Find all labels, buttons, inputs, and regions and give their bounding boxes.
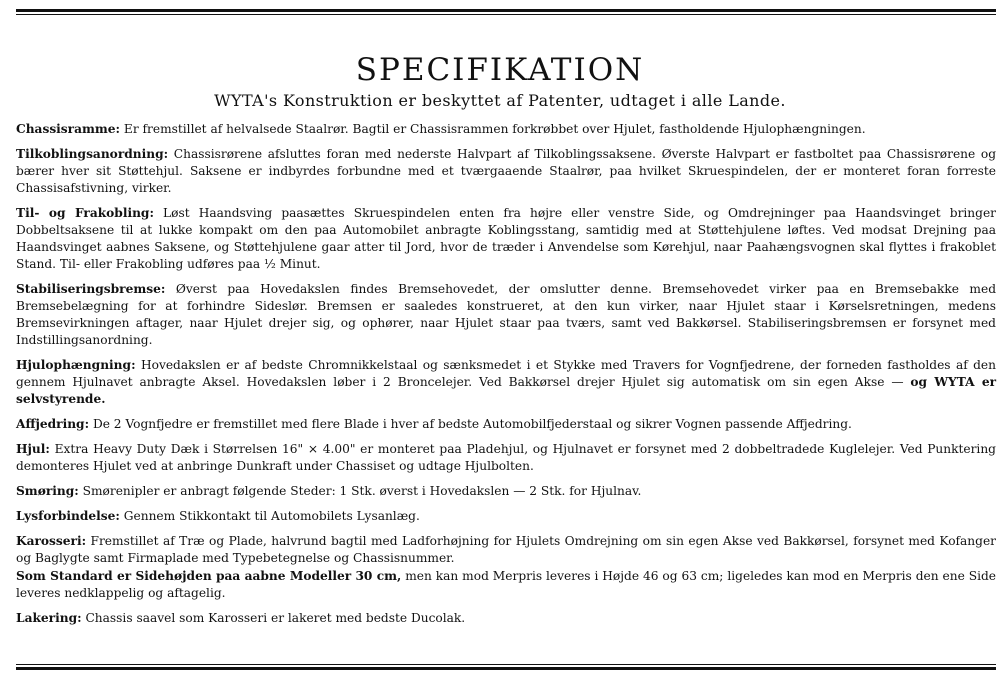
spec-heading: Som Standard er Sidehøjden paa aabne Modeller 30 cm, (16, 569, 402, 583)
spec-til-og-frakobling (16, 205, 996, 273)
page-title: SPECIFIKATION (355, 52, 645, 88)
spec-smoering (16, 483, 996, 500)
spec-heading: Smøring: (16, 484, 79, 498)
spec-heading: Stabiliseringsbremse: (16, 282, 166, 296)
spec-heading: Chassisramme: (16, 122, 121, 136)
spec-text: Smørenipler er anbragt følgende Steder: 1 Stk. øverst i Hovedakslen — 2 Stk. for Hjulnav. (78, 484, 642, 498)
spec-text: Fremstillet af Træ og Plade, halvrund bagtil med Ladforhøjning for Hjulets Omdrejning om sin egen Akse ved Bakkørsel, forsynet med Kofanger og Baglygte samt Firmaplade med Typebetegnelse og Chassisnummer. (16, 534, 996, 565)
spec-text: Øverst paa Hovedakslen findes Bremsehovedet, der omslutter denne. Bremsehovedet virker paa en Bremsebakke med Bremsebelægning for at forhindre Sideslør. Bremsen er saaledes konstrueret, at den kun virker, naar Hjulet staar i Kørselsretningen, medens Bremsevirkningen aftager, naar Hjulet drejer sig, og ophører, naar Hjulet staar paa tværs, samt ved Bakkørsel. Stabiliseringsbremsen er forsynet med Indstillingsanordning. (16, 282, 996, 347)
spec-tilkoblingsanordning (16, 146, 996, 197)
spec-heading: Karosseri: (16, 534, 87, 548)
spec-heading: Tilkoblingsanordning: (16, 147, 169, 161)
spec-affjedring (16, 416, 996, 433)
spec-hjulophaengning (16, 357, 996, 408)
spec-lakering (16, 610, 996, 627)
spec-text: Løst Haandsving paasættes Skruespindelen enten fra højre eller venstre Side, og Omdrejninger paa Haandsvinget bringer Dobbeltsaksene til at lukke kompakt om den paa Automobilet anbragte Koblingsstang, samtidig med at Støttehjulene løftes. Ved modsat Drejning paa Haandsvinget aabnes Saksene, og Støttehjulene gaar atter til Jord, hvor de træder i Anvendelse som Kørehjul, naar Paahængsvognen skal flyttes i frakoblet Stand. Til- eller Frakobling udføres paa ½ Minut. (16, 206, 996, 271)
spec-emphasis: og WYTA er selvstyrende. (16, 375, 997, 406)
page-subtitle: WYTA's Konstruktion er beskyttet af Patenter, udtaget i alle Lande. (214, 91, 786, 110)
spec-heading: Hjul: (16, 442, 50, 456)
top-double-rule (16, 9, 996, 15)
spec-chassisramme (16, 121, 996, 138)
spec-text: Hovedakslen er af bedste Chromnikkelstaal og sænksmedet i et Stykke med Travers for Vognfjedrene, der forneden fastholdes af den gennem Hjulnavet anbragte Aksel. Hovedakslen løber i 2 Broncelejer. Ved Bakkørsel drejer Hjulet sig automatisk om sin egen Akse — (16, 358, 996, 389)
spec-standard-sidehoejde (16, 568, 996, 602)
spec-karosseri (16, 533, 996, 567)
bottom-double-rule (16, 664, 996, 670)
spec-text: Er fremstillet af helvalsede Staalrør. Bagtil er Chassisrammen forkrøbbet over Hjulet, fastholdende Hjulophængningen. (120, 122, 866, 136)
spec-text: men kan mod Merpris leveres i Højde 46 og 63 cm; ligeledes kan mod en Merpris den ene Side leveres nedklappelig og aftagelig. (16, 569, 996, 600)
spec-text: Chassis saavel som Karosseri er lakeret med bedste Ducolak. (81, 611, 466, 625)
spec-heading: Lysforbindelse: (16, 509, 120, 523)
spec-lysforbindelse (16, 508, 996, 525)
spec-heading: Lakering: (16, 611, 82, 625)
spec-heading: Affjedring: (16, 417, 90, 431)
spec-heading: Hjulophængning: (16, 358, 136, 372)
spec-stabiliseringsbremse (16, 281, 996, 349)
spec-text: De 2 Vognfjedre er fremstillet med flere Blade i hver af bedste Automobilfjederstaal og sikrer Vognen passende Affjedring. (89, 417, 852, 431)
specification-list (16, 121, 996, 635)
spec-heading: Til- og Frakobling: (16, 206, 154, 220)
spec-hjul (16, 441, 996, 475)
spec-text: Gennem Stikkontakt til Automobilets Lysanlæg. (119, 509, 420, 523)
spec-text: Extra Heavy Duty Dæk i Størrelsen 16" × 4.00" er monteret paa Pladehjul, og Hjulnavet er forsynet med 2 dobbeltradede Kuglelejer. Ved Punktering demonteres Hjulet ved at anbringe Dunkraft under Chassiset og udtage Hjulbolten. (16, 442, 996, 473)
spec-text: Chassisrørene afsluttes foran med nederste Halvpart af Tilkoblingssaksene. Øverste Halvpart er fastboltet paa Chassisrørene og bærer hver sit Støttehjul. Saksene er indbyrdes forbundne med et tværgaaende Staalrør, paa hvilket Skruespindelen, der er monteret foran forreste Chassisafstivning, virker. (16, 147, 996, 195)
